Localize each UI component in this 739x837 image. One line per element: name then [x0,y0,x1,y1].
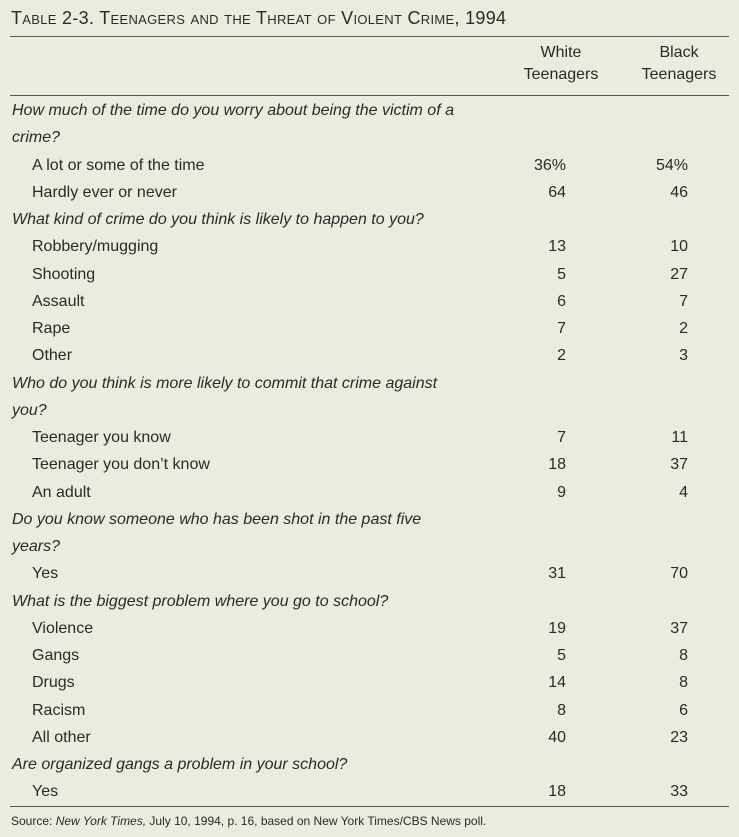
question-label: What is the biggest problem where you go to school? [12,592,389,610]
question-row [12,125,729,152]
question-label: you? [12,401,47,419]
black-teenagers-value: 6 [679,701,688,719]
column-header-white [506,42,616,86]
table-row [12,616,729,643]
white-teenagers-value: 64 [548,183,566,201]
white-teenagers-value: 40 [548,728,566,746]
black-teenagers-value: 8 [679,647,688,664]
question-label: What kind of crime do you think is likely to happen to you? [12,211,424,228]
white-teenagers-value: 13 [548,238,566,256]
response-label: Yes [32,565,59,583]
black-teenagers-value: 2 [679,320,688,337]
response-label: Drugs [32,674,75,692]
question-label: Do you know someone who has been shot in the past five [12,510,422,528]
black-teenagers-value: 7 [679,292,688,310]
black-teenagers-value: 8 [679,674,688,692]
question-row [12,371,729,398]
question-row [12,98,729,125]
white-teenagers-value: 18 [548,783,566,801]
source-note [11,814,486,828]
black-teenagers-value: 54% [655,156,688,174]
response-label: Teenager you don’t know [32,456,210,474]
response-label: Hardly ever or never [32,183,177,201]
black-teenagers-value: 37 [670,619,688,637]
white-teenagers-value: 19 [548,619,566,637]
black-teenagers-value: 10 [670,238,688,256]
table-row [12,234,729,261]
black-teenagers-value: 37 [670,456,688,474]
question-row [12,589,729,616]
question-row [12,207,729,234]
table-body [12,98,729,807]
question-label: Are organized gangs a problem in your school? [12,756,348,773]
question-row [12,507,729,534]
top-rule [10,36,729,37]
question-row [12,752,729,779]
question-label: How much of the time do you worry about being the victim of a [12,102,454,119]
response-label: Teenager you know [32,429,171,446]
white-teenagers-value: 7 [557,320,566,337]
white-teenagers-value: 8 [557,701,566,719]
table-row [12,725,729,752]
question-label: years? [12,538,61,555]
column-header-black [624,42,734,86]
table-row [12,698,729,725]
white-teenagers-value: 6 [557,292,566,310]
table-row [12,180,729,207]
table-row [12,643,729,670]
column-header-black-line1: Black [659,44,699,61]
table-row [12,262,729,289]
question-label: crime? [12,129,61,147]
table-row [12,561,729,588]
white-teenagers-value: 18 [548,456,566,474]
white-teenagers-value: 7 [557,429,566,446]
response-label: A lot or some of the time [32,156,205,174]
response-label: Other [32,347,73,365]
white-teenagers-value: 31 [548,565,566,583]
table-row [12,343,729,370]
table-row [12,289,729,316]
table-row [12,153,729,180]
source-prefix: Source: [11,814,56,828]
white-teenagers-value: 2 [557,347,566,365]
response-label: Yes [32,783,59,801]
black-teenagers-value: 11 [671,429,688,446]
table-title: Table 2-3. Teenagers and the Threat of Violent Crime, 1994 [11,8,507,28]
response-label: Assault [32,292,85,310]
table-row [12,480,729,507]
response-label: Violence [32,619,94,637]
white-teenagers-value: 5 [557,647,566,664]
table-row [12,425,729,452]
white-teenagers-value: 36% [533,156,566,174]
black-teenagers-value: 70 [670,565,688,583]
question-label: Who do you think is more likely to commit that crime against [12,374,438,392]
table-row [12,779,729,806]
bottom-rule [10,806,729,807]
white-teenagers-value: 5 [557,265,566,283]
table-row [12,670,729,697]
response-label: Robbery/mugging [32,238,159,256]
black-teenagers-value: 4 [679,483,688,501]
black-teenagers-value: 46 [670,183,688,201]
table-row [12,452,729,479]
response-label: Racism [32,701,86,719]
response-label: Shooting [32,265,96,283]
column-header-white-line2: Teenagers [523,66,599,83]
black-teenagers-value: 33 [670,783,688,801]
black-teenagers-value: 27 [670,265,688,283]
white-teenagers-value: 9 [557,483,566,501]
table-row [12,316,729,343]
question-row [12,398,729,425]
header-rule [10,95,729,96]
column-header-white-line1: White [540,44,582,61]
black-teenagers-value: 3 [679,347,688,365]
response-label: All other [32,728,91,746]
question-row [12,534,729,561]
response-label: Rape [32,320,71,337]
white-teenagers-value: 14 [548,674,566,692]
source-publication: New York Times, [55,814,147,828]
black-teenagers-value: 23 [670,728,688,746]
response-label: Gangs [32,647,80,664]
source-rest: July 10, 1994, p. 16, based on New York Times/CBS News poll. [146,814,487,828]
response-label: An adult [32,483,91,501]
column-header-black-line2: Teenagers [641,66,717,83]
